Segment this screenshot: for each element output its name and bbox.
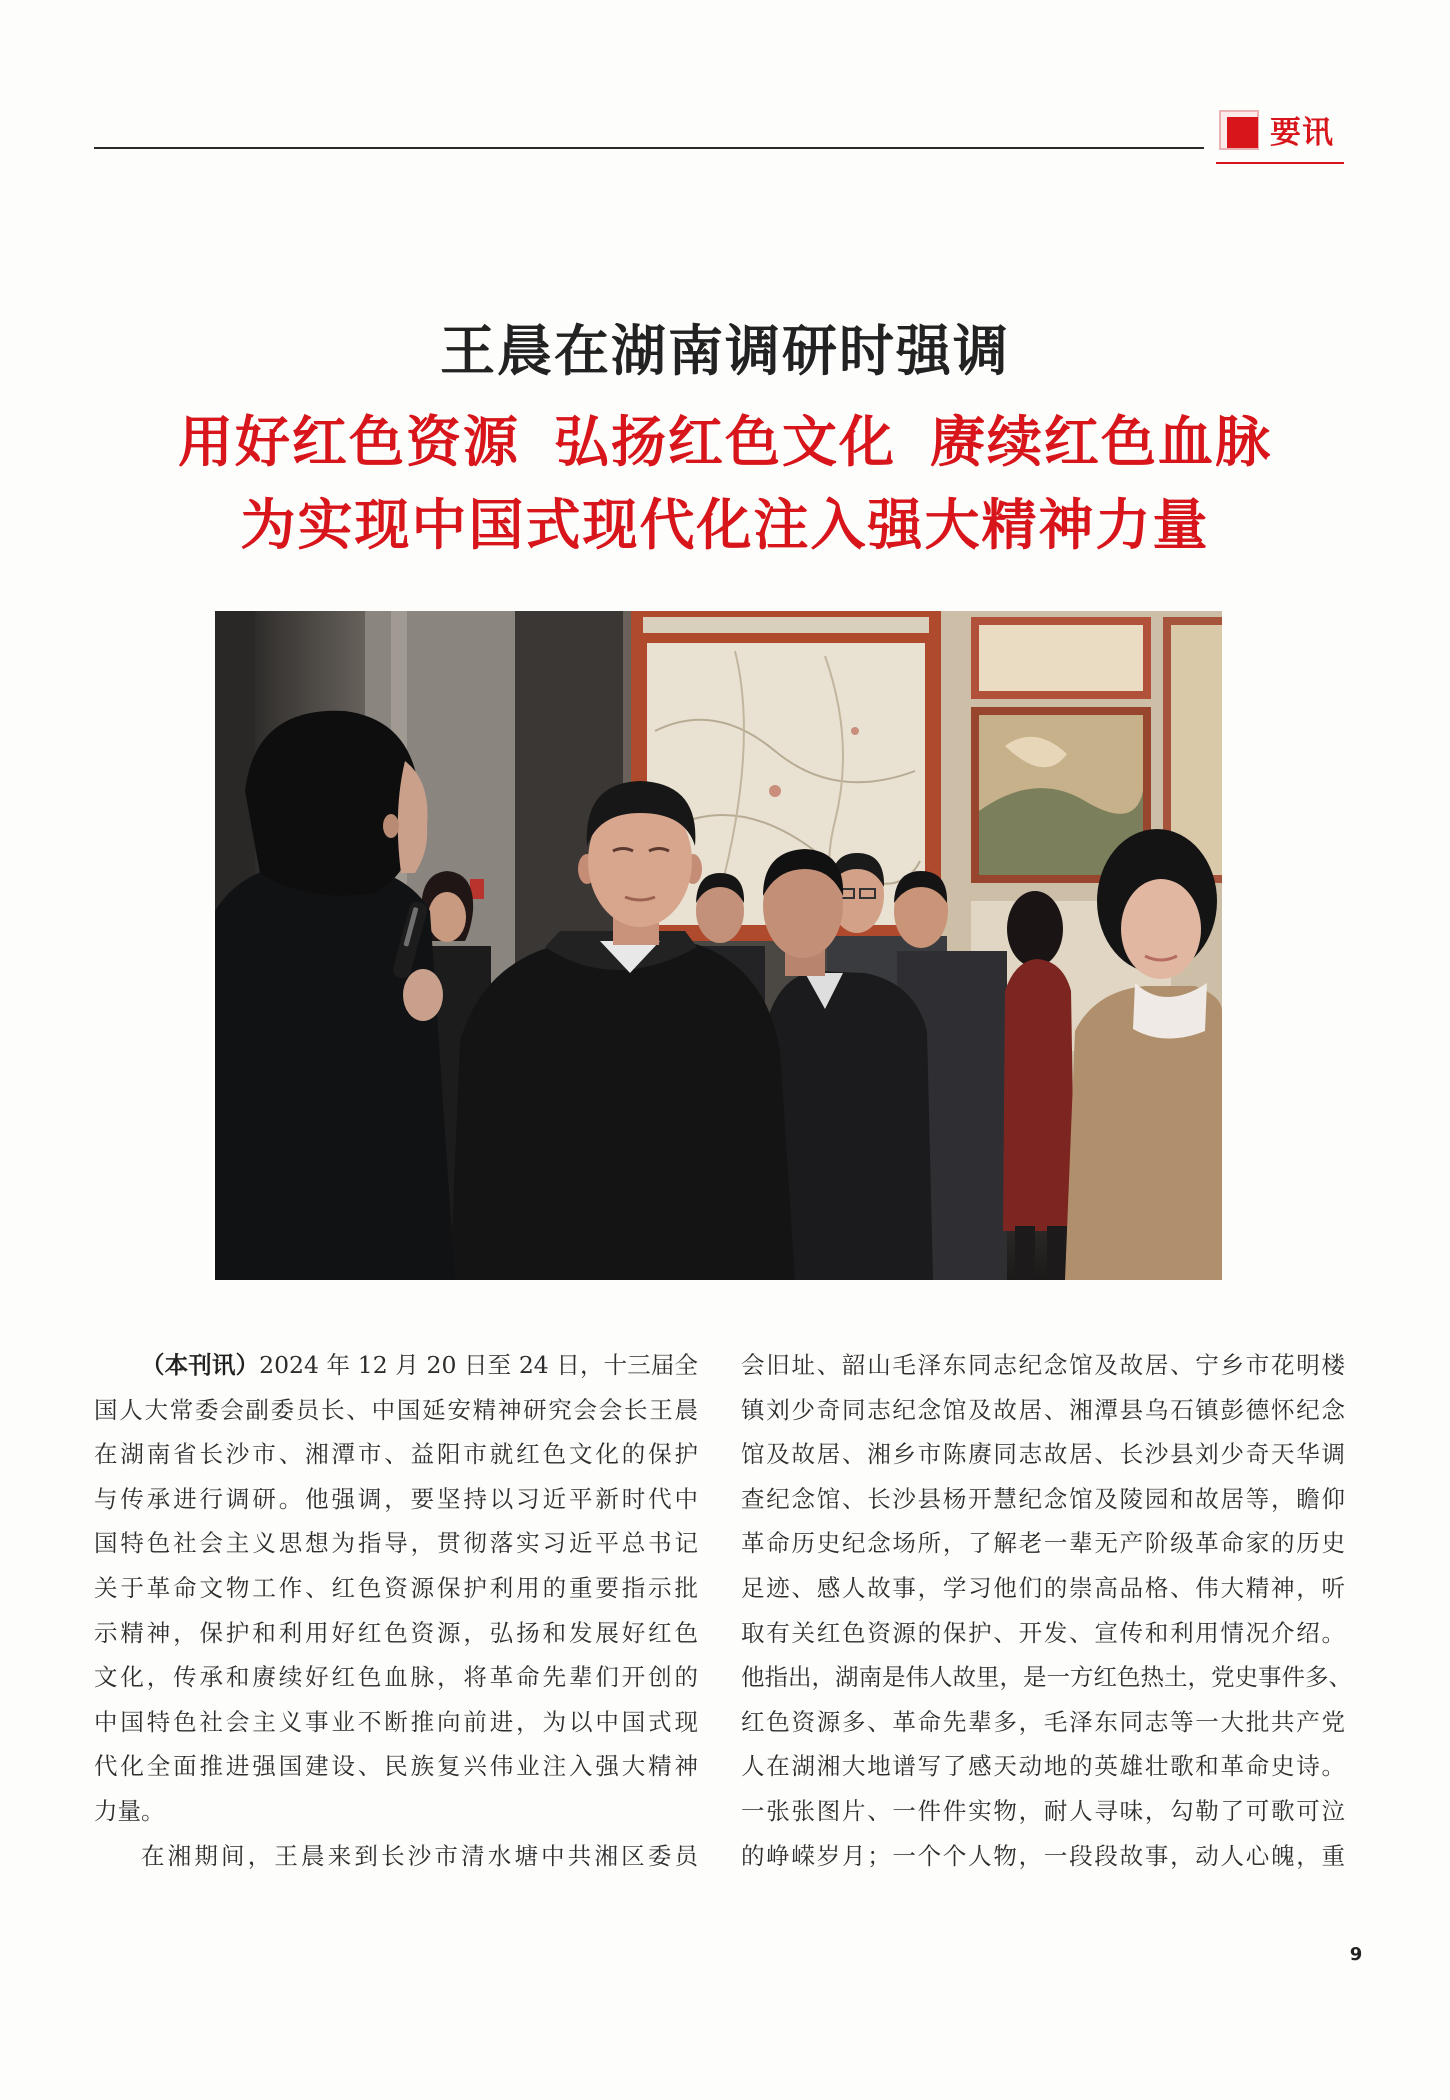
article-line: 会旧址、韶山毛泽东同志纪念馆及故居、宁乡市花明楼 [741,1351,1345,1379]
article-line: 在湖南省长沙市、湘潭市、益阳市就红色文化的保护 [94,1440,698,1469]
article-line [94,1343,698,1388]
article-line: 与传承进行调研。他强调，要坚持以习近平新时代中 [94,1484,698,1513]
article-line: 查纪念馆、长沙县杨开慧纪念馆及陵园和故居等，瞻仰 [741,1484,1345,1513]
article-column-left [94,1343,698,1878]
article-line: 示精神，保护和利用好红色资源，弘扬和发展好红色 [94,1618,698,1647]
headline-subline: 为实现中国式现代化注入强大精神力量 [240,493,1210,557]
article-line: 文化，传承和赓续好红色血脉，将革命先辈们开创的 [94,1663,698,1692]
news-photo [215,611,1222,1280]
page-number: 9 [1349,1944,1363,1965]
article-line: 镇刘少奇同志纪念馆及故居、湘潭县乌石镇彭德怀纪念 [741,1395,1345,1424]
headline-phrase: 用好红色资源 [177,410,520,474]
article-lead: （本刊讯） [141,1351,260,1379]
headline-phrase: 弘扬红色文化 [553,410,896,474]
guide-woman [215,711,455,1280]
article-column-right [741,1343,1352,1878]
article-line: 中国特色社会主义事业不断推向前进，为以中国式现 [94,1707,698,1736]
section-label: 要讯 [1270,115,1334,151]
article-line: 力量。 [94,1796,165,1825]
article-line: 红色资源多、革命先辈多，毛泽东同志等一大批共产党 [741,1707,1345,1736]
headline-kicker: 王晨在湖南调研时强调 [439,319,1010,383]
article-line: 在湘期间，王晨来到长沙市清水塘中共湘区委员 [141,1841,698,1870]
article-line: 国人大常委会副委员长、中国延安精神研究会会长王晨 [94,1395,698,1424]
article-line: 国特色社会主义思想为指导，贯彻落实习近平总书记 [94,1529,698,1558]
article-line: 足迹、感人故事，学习他们的崇高品格、伟大精神，听 [741,1573,1345,1602]
headline-main [0,411,1450,473]
section-underline [1216,162,1344,164]
headline-phrase: 赓续红色血脉 [930,410,1273,474]
article-line: 人在湖湘大地谱写了感天动地的英雄壮歌和革命史诗。 [741,1752,1345,1781]
red-square-icon [1227,117,1258,148]
article-line: 代化全面推进强国建设、民族复兴伟业注入强大精神 [94,1752,698,1781]
article-line-text: 2024 年 12 月 20 日至 24 日，十三届全 [259,1351,698,1379]
article-line: 取有关红色资源的保护、开发、宣传和利用情况介绍。 [741,1618,1345,1647]
header-rule [94,147,1204,149]
photo-exhibition-visit [215,611,1222,1280]
article-line: 一张张图片、一件件实物，耐人寻味，勾勒了可歌可泣 [741,1796,1345,1825]
article-line: 革命历史纪念场所，了解老一辈无产阶级革命家的历史 [741,1529,1345,1558]
article-line: 的峥嵘岁月；一个个人物，一段段故事，动人心魄，重 [741,1841,1345,1870]
article-line: 馆及故居、湘乡市陈赓同志故居、长沙县刘少奇天华调 [741,1440,1345,1469]
article-line: 他指出，湖南是伟人故里，是一方红色热土，党史事件多、 [741,1663,1352,1692]
article-line: 关于革命文物工作、红色资源保护利用的重要指示批 [94,1573,698,1602]
